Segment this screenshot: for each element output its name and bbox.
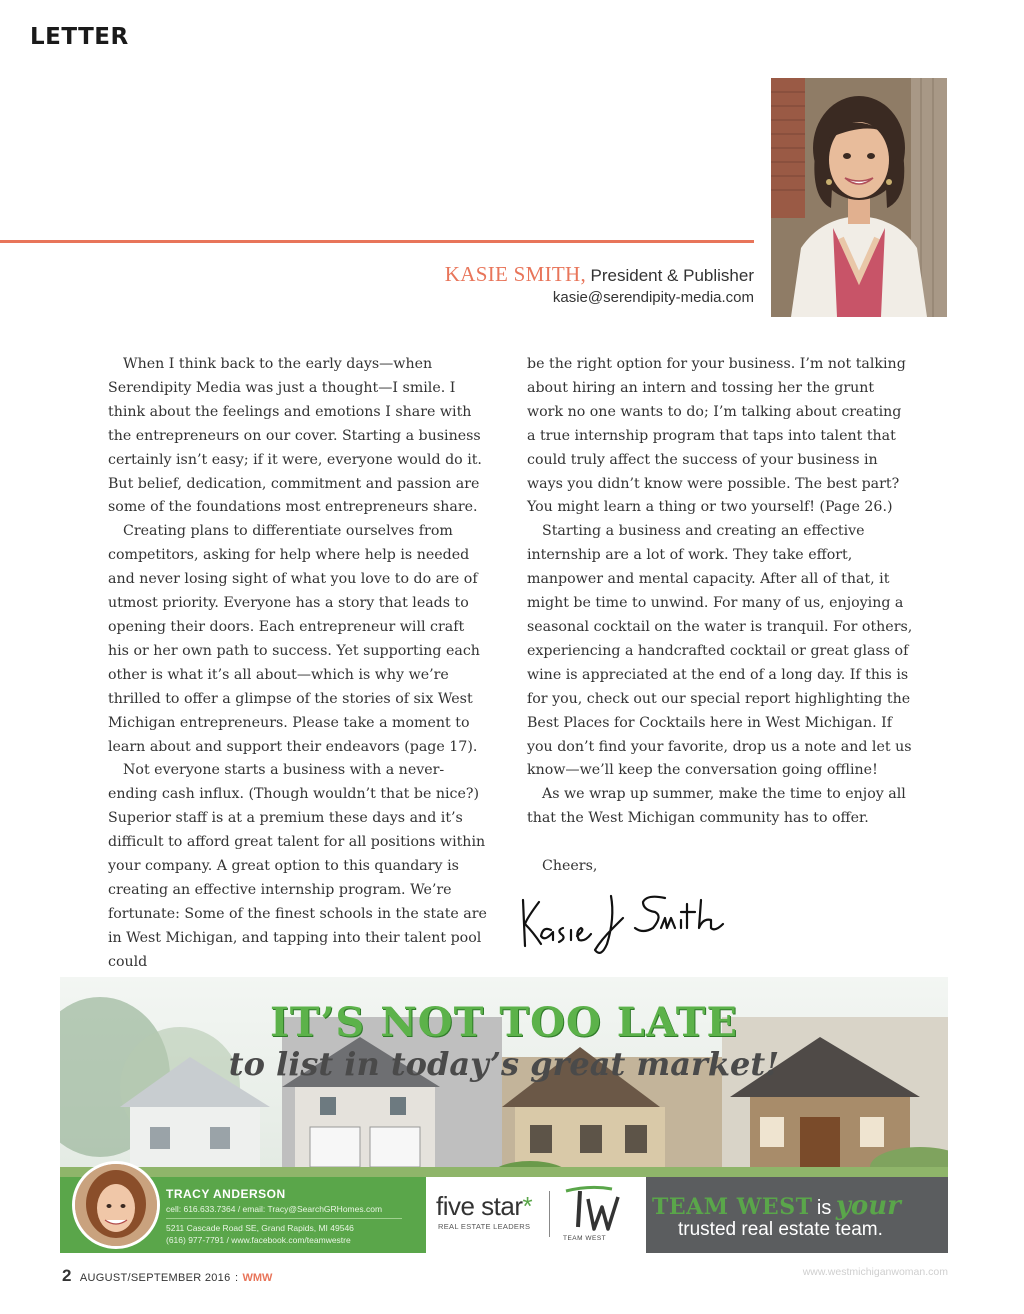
footer-separator: : (234, 1272, 239, 1284)
author-name: KASIE SMITH, (444, 262, 587, 286)
team-name: TEAM WEST (652, 1194, 813, 1220)
letter-paragraph-continued: be the right option for your business. I’m not talking about hiring an intern and tossing her the grunt work no one wants to do; I’m talking about creating a true internship program that taps into talent that could truly affect the success of your business in ways you didn’t know were possible. The best part? You might learn a thing or two yourself! (Page 26.) (527, 356, 906, 516)
page-footer (62, 1266, 272, 1286)
letter-closing: Cheers, (542, 858, 598, 875)
letter-column-left (108, 353, 488, 975)
author-portrait-illustration (771, 78, 947, 317)
letter-paragraph: Starting a business and creating an effective internship are a lot of work. They take effort, manpower and mental capacity. After all of that, it might be time to unwind. For many of us, enjoying a seasonal cocktail on the water is tranquil. For others, experiencing a handcrafted cocktail or great glass of wine is appreciated at the end of a long day. If this is for you, check out our special report highlighting the Best Places for Cocktails here in West Michigan. If you don’t find your favorite, drop us a note and let us know—we’ll keep the conversation going offline! (527, 523, 913, 779)
team-tagline-line2: trusted real estate team. (678, 1219, 883, 1240)
issue-date: AUGUST/SEPTEMBER 2016 (79, 1272, 231, 1284)
agent-address: 5211 Cascade Road SE, Grand Rapids, MI 49546 (166, 1223, 354, 1233)
agent-portrait-illustration (75, 1164, 157, 1246)
agent-contact: cell: 616.633.7364 / email: Tracy@SearchGRHomes.com (166, 1204, 383, 1214)
signature (515, 888, 725, 963)
agent-phone-web: (616) 977-7791 / www.facebook.com/teamwestre (166, 1235, 351, 1245)
header-rule (0, 240, 754, 243)
letter-column-right (527, 353, 913, 879)
real-estate-ad (60, 977, 948, 1253)
magazine-name: WMW (242, 1272, 273, 1284)
letter-paragraph: As we wrap up summer, make the time to enjoy all that the West Michigan community has to offer. (527, 786, 906, 827)
agent-avatar (72, 1161, 160, 1249)
team-your: your (835, 1191, 901, 1221)
author-email: kasie@serendipity-media.com (552, 289, 754, 306)
five-star-logo (436, 1191, 532, 1222)
team-west-logo-icon (560, 1183, 630, 1235)
agent-name: TRACY ANDERSON (166, 1187, 286, 1201)
page-number: 2 (62, 1266, 72, 1285)
brand-divider (549, 1191, 550, 1237)
letter-paragraph: Not everyone starts a business with a never-ending cash influx. (Though wouldn’t that be nice?) Superior staff is at a premium these days and it’s difficult to afford great talent for all positions within your company. A great option to this quandary is creating an effective internship program. We’re fortunate: Some of the finest schools in the state are in West Michigan, and tapping into their talent pool could (108, 762, 487, 970)
ad-headline: IT’S NOT TOO LATE (270, 999, 738, 1046)
author-byline (445, 262, 754, 306)
letter-paragraph: Creating plans to differentiate ourselves from competitors, asking for help where help is needed and never losing sight of what you love to do are of utmost priority. Everyone has a story that leads to opening their doors. Each entrepreneur will craft his or her own path to success. Yet supporting each other is what it’s all about—which is why we’re thrilled to offer a glimpse of the stories of six West Michigan entrepreneurs. Please take a moment to learn about and support their endeavors (page 17). (108, 523, 480, 755)
website-url[interactable]: www.westmichiganwoman.com (802, 1266, 948, 1278)
author-title: President & Publisher (590, 266, 754, 285)
team-is: is (816, 1197, 832, 1219)
ad-subhead: to list in today’s great market! (228, 1045, 780, 1083)
agent-panel (60, 1177, 426, 1253)
team-tagline-line1 (652, 1191, 901, 1221)
brand-name: five star (436, 1191, 523, 1221)
author-photo (771, 78, 947, 317)
agent-divider (166, 1218, 402, 1219)
ad-contact-bar (60, 1177, 948, 1253)
letter-paragraph: When I think back to the early days—when Serendipity Media was just a thought—I smile. I think about the feelings and emotions I share with the entrepreneurs on our cover. Starting a business certainly isn’t easy; if it were, everyone would do it. But belief, dedication, commitment and passion are some of the foundations most entrepreneurs share. (108, 356, 482, 516)
brand-star: * (522, 1191, 533, 1221)
section-label: LETTER (30, 24, 129, 50)
brand-tagline: REAL ESTATE LEADERS (438, 1222, 531, 1231)
team-west-logo-label: TEAM WEST (563, 1235, 607, 1242)
